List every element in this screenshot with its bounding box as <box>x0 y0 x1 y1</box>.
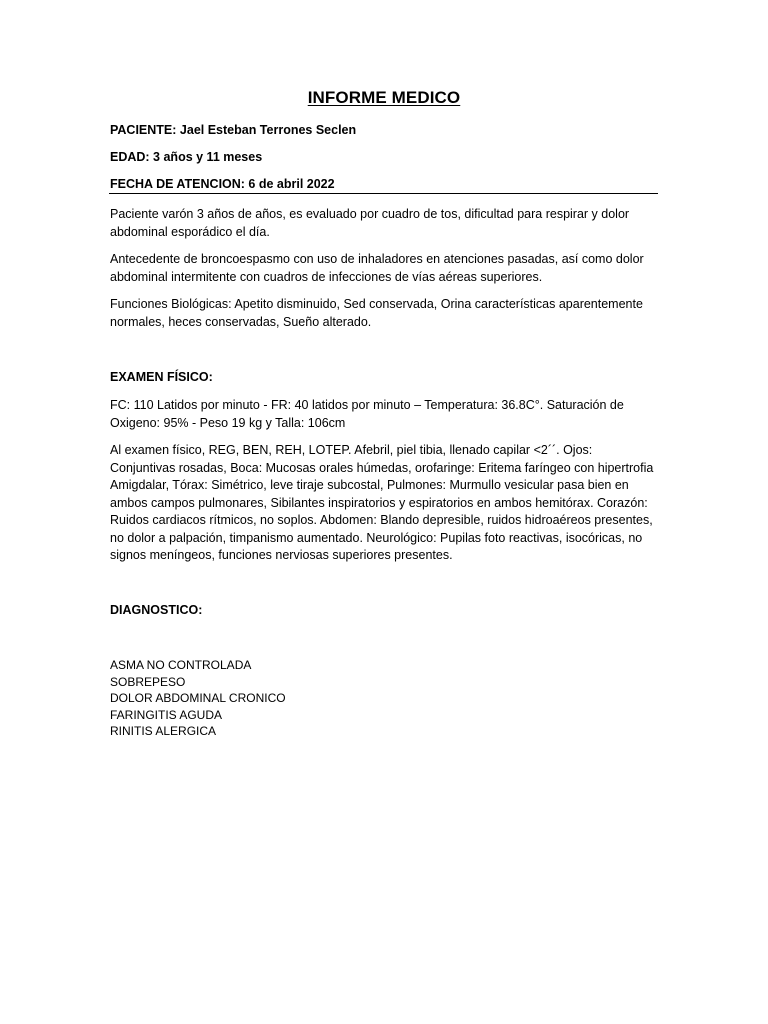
exam-findings-paragraph: Al examen físico, REG, BEN, REH, LOTEP. Afebril, piel tibia, llenado capilar <2´´. Ojos: Conjuntivas rosadas, Boca: Mucosas orales húmedas, orofaringe: Eritema faríngeo con hipertrofia Amigdalar, Tórax: Simétrico, leve tiraje subcostal, Pulmones: Murmullo vesicular pasa bien en ambos campos pulmonares, Sibilantes inspiratorios y espiratorios en ambos hemitórax. Corazón: Ruidos cardiacos rítmicos, no soplos. Abdomen: Blando depresible, ruidos hidroaéreos presentes, no dolor a palpación, timpanismo aumentado. Neurológico: Pupilas foto reactivas, isocóricas, no signos meníngeos, funciones nerviosas superiores presentes. <box>110 443 654 562</box>
diagnosis-item: DOLOR ABDOMINAL CRONICO <box>110 691 286 706</box>
diagnosis-heading: DIAGNOSTICO: <box>110 603 203 617</box>
vitals-paragraph: FC: 110 Latidos por minuto - FR: 40 latidos por minuto – Temperatura: 36.8C°. Saturación de Oxigeno: 95% - Peso 19 kg y Talla: 106cm <box>110 398 624 430</box>
attention-date: FECHA DE ATENCION: 6 de abril 2022 <box>110 177 335 191</box>
document-title: INFORME MEDICO <box>307 88 461 107</box>
patient-name: PACIENTE: Jael Esteban Terrones Seclen <box>110 123 357 137</box>
diagnosis-list <box>110 657 286 740</box>
diagnosis-item: ASMA NO CONTROLADA <box>110 658 252 672</box>
header-divider <box>109 193 658 194</box>
biological-functions-paragraph: Funciones Biológicas: Apetito disminuido, Sed conservada, Orina características aparentemente normales, heces conservadas, Sueño alterado. <box>110 297 643 329</box>
antecedents-paragraph: Antecedente de broncoespasmo con uso de inhaladores en atenciones pasadas, así como dolor abdominal intermitente con cuadros de infecciones de vías aéreas superiores. <box>110 252 644 284</box>
diagnosis-item: FARINGITIS AGUDA <box>110 707 223 722</box>
exam-heading: EXAMEN FÍSICO: <box>110 370 213 384</box>
history-paragraph: Paciente varón 3 años de años, es evaluado por cuadro de tos, dificultad para respirar y dolor abdominal esporádico el día. <box>110 207 630 239</box>
diagnosis-item: RINITIS ALERGICA <box>110 724 217 739</box>
diagnosis-item: SOBREPESO <box>110 674 186 689</box>
patient-age: EDAD: 3 años y 11 meses <box>110 150 263 164</box>
